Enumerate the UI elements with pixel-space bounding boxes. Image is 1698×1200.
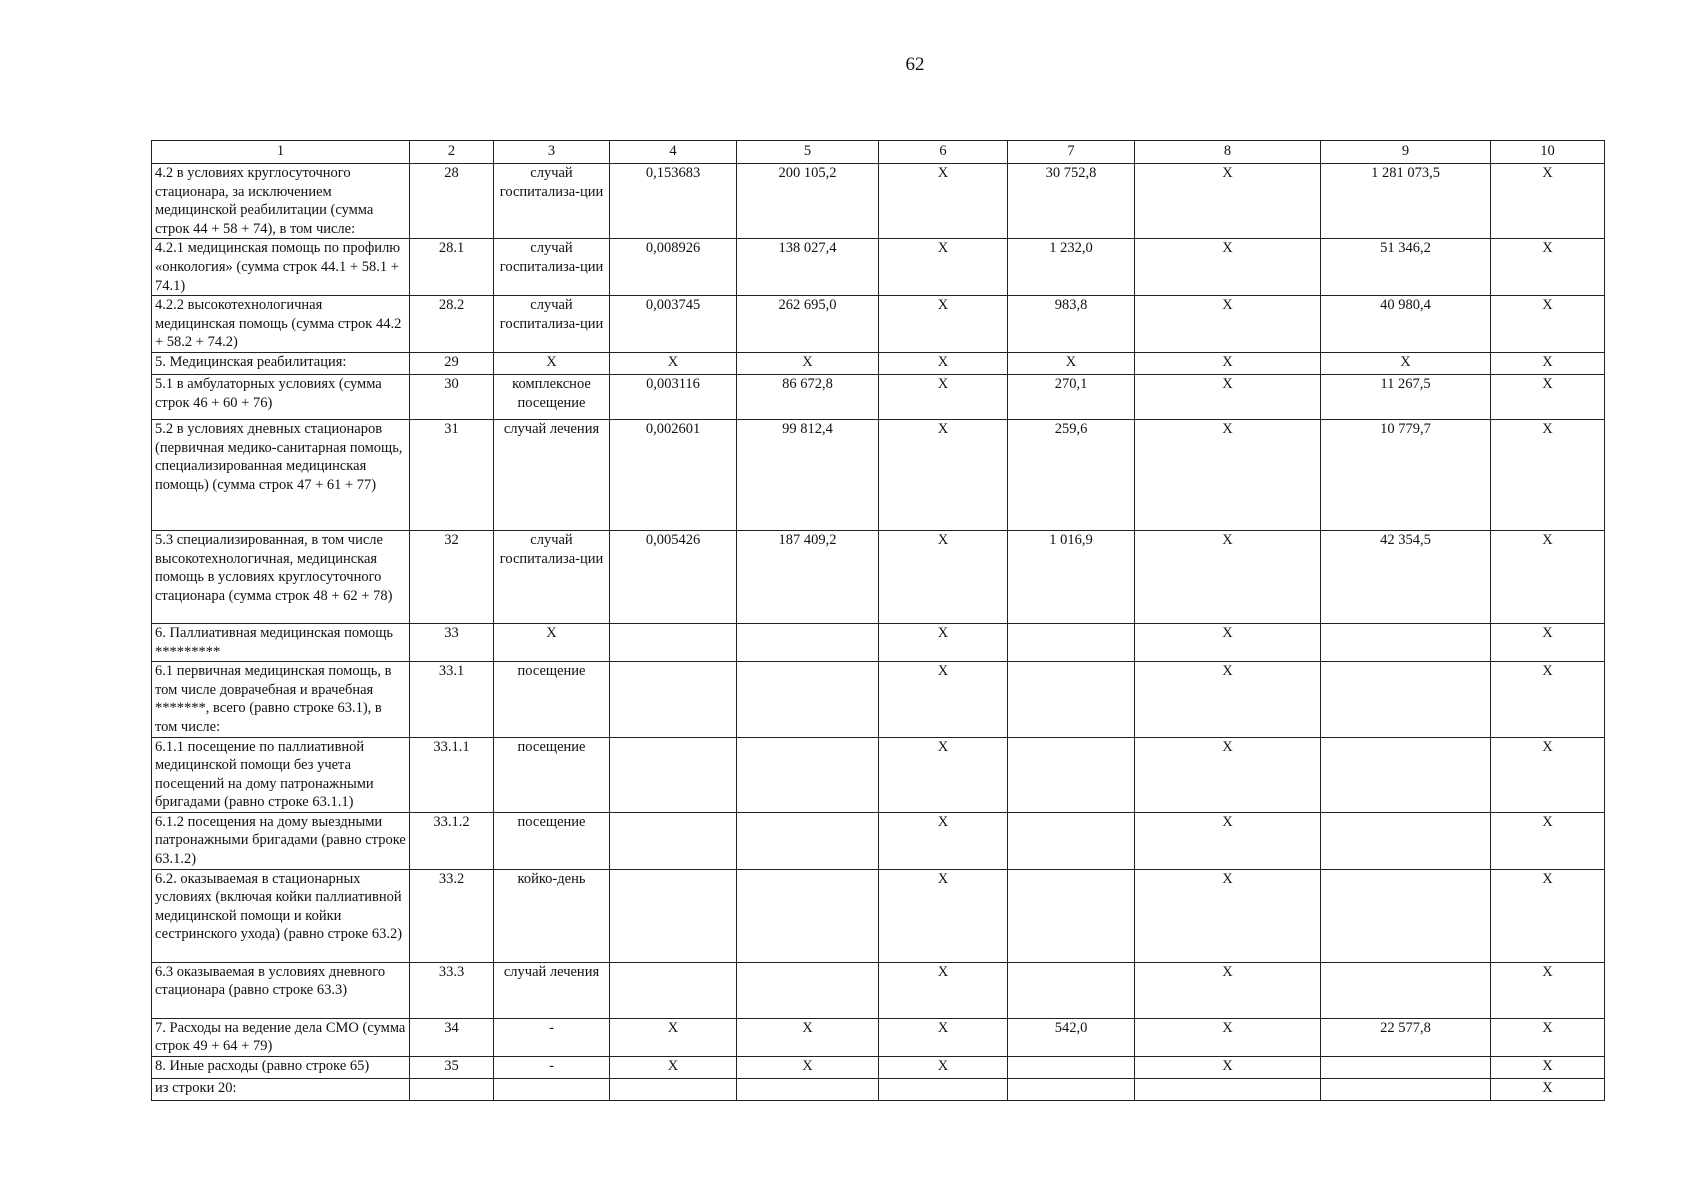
cell-col10: X bbox=[1491, 239, 1605, 296]
cell-col6: X bbox=[879, 374, 1008, 419]
cell-col10: X bbox=[1491, 1018, 1605, 1056]
cell-col10: X bbox=[1491, 869, 1605, 962]
row-code: 28 bbox=[410, 164, 494, 239]
cell-col6: X bbox=[879, 530, 1008, 623]
cell-col10: X bbox=[1491, 962, 1605, 1018]
row-code: 29 bbox=[410, 352, 494, 374]
row-code: 33.1 bbox=[410, 662, 494, 737]
cell-col6: X bbox=[879, 623, 1008, 661]
table-row bbox=[152, 419, 1605, 530]
row-unit: случай госпитализа-ции bbox=[494, 530, 610, 623]
cell-col6: X bbox=[879, 812, 1008, 869]
cell-col8: X bbox=[1135, 352, 1321, 374]
row-unit: X bbox=[494, 352, 610, 374]
row-label: 4.2.2 высокотехнологичная медицинская помощь (сумма строк 44.2 + 58.2 + 74.2) bbox=[152, 296, 410, 353]
table-row bbox=[152, 352, 1605, 374]
row-label: 5.2 в условиях дневных стационаров (первичная медико-санитарная помощь, специализированная медицинская помощь) (сумма строк 47 + 61 + 77) bbox=[152, 419, 410, 530]
cell-col10: X bbox=[1491, 737, 1605, 812]
cell-col8: X bbox=[1135, 374, 1321, 419]
cell-col4: 0,005426 bbox=[610, 530, 737, 623]
cell-col4: 0,153683 bbox=[610, 164, 737, 239]
row-code: 33.1.1 bbox=[410, 737, 494, 812]
cell-col7: 1 232,0 bbox=[1008, 239, 1135, 296]
cell-col7: 542,0 bbox=[1008, 1018, 1135, 1056]
cell-col7 bbox=[1008, 1078, 1135, 1100]
table-row bbox=[152, 662, 1605, 737]
row-label: 8. Иные расходы (равно строке 65) bbox=[152, 1056, 410, 1078]
cell-col8: X bbox=[1135, 239, 1321, 296]
row-label: 6. Паллиативная медицинская помощь ********* bbox=[152, 623, 410, 661]
row-label: 6.2. оказываемая в стационарных условиях (включая койки паллиативной медицинской помощи и койки сестринского ухода) (равно строке 63.2) bbox=[152, 869, 410, 962]
table-row bbox=[152, 623, 1605, 661]
row-label: 5.3 специализированная, в том числе высокотехнологичная, медицинская помощь в условиях круглосуточного стационара (сумма строк 48 + 62 + 78) bbox=[152, 530, 410, 623]
row-code: 28.2 bbox=[410, 296, 494, 353]
column-header: 5 bbox=[737, 141, 879, 164]
row-unit bbox=[494, 1078, 610, 1100]
row-label: 4.2.1 медицинская помощь по профилю «онкология» (сумма строк 44.1 + 58.1 + 74.1) bbox=[152, 239, 410, 296]
cell-col8: X bbox=[1135, 812, 1321, 869]
row-unit: случай госпитализа-ции bbox=[494, 239, 610, 296]
table-row bbox=[152, 1056, 1605, 1078]
cell-col5: X bbox=[737, 352, 879, 374]
row-label: 5. Медицинская реабилитация: bbox=[152, 352, 410, 374]
cell-col5: 99 812,4 bbox=[737, 419, 879, 530]
row-label: 6.1.2 посещения на дому выездными патронажными бригадами (равно строке 63.1.2) bbox=[152, 812, 410, 869]
cell-col7 bbox=[1008, 812, 1135, 869]
cell-col5: 86 672,8 bbox=[737, 374, 879, 419]
cell-col8: X bbox=[1135, 164, 1321, 239]
row-code: 35 bbox=[410, 1056, 494, 1078]
cell-col6: X bbox=[879, 869, 1008, 962]
cell-col10: X bbox=[1491, 1078, 1605, 1100]
cell-col9 bbox=[1321, 1056, 1491, 1078]
cell-col10: X bbox=[1491, 1056, 1605, 1078]
cell-col8 bbox=[1135, 1078, 1321, 1100]
cell-col7 bbox=[1008, 869, 1135, 962]
cell-col4 bbox=[610, 1078, 737, 1100]
cell-col5: 187 409,2 bbox=[737, 530, 879, 623]
row-label: 7. Расходы на ведение дела СМО (сумма строк 49 + 64 + 79) bbox=[152, 1018, 410, 1056]
column-header: 3 bbox=[494, 141, 610, 164]
page-number: 62 bbox=[905, 54, 925, 75]
row-code: 33.3 bbox=[410, 962, 494, 1018]
row-label: 5.1 в амбулаторных условиях (сумма строк 46 + 60 + 76) bbox=[152, 374, 410, 419]
cell-col6: X bbox=[879, 1018, 1008, 1056]
cell-col9 bbox=[1321, 869, 1491, 962]
cell-col7 bbox=[1008, 962, 1135, 1018]
row-unit: случай госпитализа-ции bbox=[494, 296, 610, 353]
cell-col8: X bbox=[1135, 1056, 1321, 1078]
row-code: 33.2 bbox=[410, 869, 494, 962]
cell-col7 bbox=[1008, 1056, 1135, 1078]
cell-col4: X bbox=[610, 1056, 737, 1078]
cell-col7: 259,6 bbox=[1008, 419, 1135, 530]
cell-col10: X bbox=[1491, 623, 1605, 661]
cell-col10: X bbox=[1491, 812, 1605, 869]
table-row bbox=[152, 1078, 1605, 1100]
cell-col6: X bbox=[879, 1056, 1008, 1078]
cell-col5 bbox=[737, 962, 879, 1018]
cell-col8: X bbox=[1135, 530, 1321, 623]
cell-col8: X bbox=[1135, 737, 1321, 812]
column-header: 7 bbox=[1008, 141, 1135, 164]
cell-col5: X bbox=[737, 1018, 879, 1056]
column-header: 1 bbox=[152, 141, 410, 164]
cell-col5 bbox=[737, 1078, 879, 1100]
cell-col4 bbox=[610, 737, 737, 812]
cell-col6: X bbox=[879, 962, 1008, 1018]
row-unit: - bbox=[494, 1056, 610, 1078]
cell-col5: 200 105,2 bbox=[737, 164, 879, 239]
cell-col9 bbox=[1321, 1078, 1491, 1100]
cell-col9 bbox=[1321, 812, 1491, 869]
row-unit: комплексное посещение bbox=[494, 374, 610, 419]
cell-col8: X bbox=[1135, 869, 1321, 962]
table-row bbox=[152, 1018, 1605, 1056]
row-label: из строки 20: bbox=[152, 1078, 410, 1100]
cell-col9: 40 980,4 bbox=[1321, 296, 1491, 353]
row-label: 4.2 в условиях круглосуточного стационара, за исключением медицинской реабилитации (сумма строк 44 + 58 + 74), в том числе: bbox=[152, 164, 410, 239]
table-row bbox=[152, 812, 1605, 869]
row-unit: посещение bbox=[494, 812, 610, 869]
cell-col9 bbox=[1321, 962, 1491, 1018]
cell-col7 bbox=[1008, 662, 1135, 737]
table-row bbox=[152, 869, 1605, 962]
cell-col7 bbox=[1008, 623, 1135, 661]
row-code bbox=[410, 1078, 494, 1100]
cell-col10: X bbox=[1491, 296, 1605, 353]
row-label: 6.1.1 посещение по паллиативной медицинской помощи без учета посещений на дому патронажными бригадами (равно строке 63.1.1) bbox=[152, 737, 410, 812]
row-unit: койко-день bbox=[494, 869, 610, 962]
cell-col9 bbox=[1321, 662, 1491, 737]
cell-col4 bbox=[610, 869, 737, 962]
cell-col9 bbox=[1321, 623, 1491, 661]
table-row bbox=[152, 239, 1605, 296]
cell-col5 bbox=[737, 869, 879, 962]
cell-col10: X bbox=[1491, 662, 1605, 737]
cell-col5 bbox=[737, 737, 879, 812]
cell-col7: 983,8 bbox=[1008, 296, 1135, 353]
row-unit: посещение bbox=[494, 662, 610, 737]
cell-col4 bbox=[610, 812, 737, 869]
cell-col6: X bbox=[879, 164, 1008, 239]
cell-col7: 1 016,9 bbox=[1008, 530, 1135, 623]
table-row bbox=[152, 296, 1605, 353]
cell-col10: X bbox=[1491, 530, 1605, 623]
cell-col9: 1 281 073,5 bbox=[1321, 164, 1491, 239]
row-code: 34 bbox=[410, 1018, 494, 1056]
cell-col4 bbox=[610, 662, 737, 737]
cell-col8: X bbox=[1135, 1018, 1321, 1056]
cell-col5 bbox=[737, 662, 879, 737]
row-unit: - bbox=[494, 1018, 610, 1056]
row-label: 6.1 первичная медицинская помощь, в том числе доврачебная и врачебная *******, всего (равно строке 63.1), в том числе: bbox=[152, 662, 410, 737]
cell-col8: X bbox=[1135, 623, 1321, 661]
cell-col7: 30 752,8 bbox=[1008, 164, 1135, 239]
cell-col8: X bbox=[1135, 419, 1321, 530]
table-row bbox=[152, 530, 1605, 623]
header-row bbox=[152, 141, 1605, 164]
table-row bbox=[152, 164, 1605, 239]
cell-col5: 138 027,4 bbox=[737, 239, 879, 296]
cell-col7: 270,1 bbox=[1008, 374, 1135, 419]
row-unit: случай госпитализа-ции bbox=[494, 164, 610, 239]
cell-col5: 262 695,0 bbox=[737, 296, 879, 353]
cell-col10: X bbox=[1491, 352, 1605, 374]
cell-col10: X bbox=[1491, 374, 1605, 419]
cell-col8: X bbox=[1135, 962, 1321, 1018]
row-code: 30 bbox=[410, 374, 494, 419]
cell-col6: X bbox=[879, 737, 1008, 812]
cell-col9: 11 267,5 bbox=[1321, 374, 1491, 419]
cell-col4: X bbox=[610, 352, 737, 374]
row-unit: посещение bbox=[494, 737, 610, 812]
cell-col5 bbox=[737, 812, 879, 869]
row-unit: X bbox=[494, 623, 610, 661]
cell-col8: X bbox=[1135, 296, 1321, 353]
cell-col9: 22 577,8 bbox=[1321, 1018, 1491, 1056]
row-unit: случай лечения bbox=[494, 419, 610, 530]
table-row bbox=[152, 962, 1605, 1018]
cell-col5 bbox=[737, 623, 879, 661]
column-header: 2 bbox=[410, 141, 494, 164]
table-row bbox=[152, 737, 1605, 812]
row-code: 31 bbox=[410, 419, 494, 530]
column-header: 4 bbox=[610, 141, 737, 164]
cell-col4: 0,003116 bbox=[610, 374, 737, 419]
cell-col5: X bbox=[737, 1056, 879, 1078]
row-unit: случай лечения bbox=[494, 962, 610, 1018]
column-header: 6 bbox=[879, 141, 1008, 164]
cell-col6: X bbox=[879, 352, 1008, 374]
row-label: 6.3 оказываемая в условиях дневного стационара (равно строке 63.3) bbox=[152, 962, 410, 1018]
cell-col10: X bbox=[1491, 419, 1605, 530]
cell-col6 bbox=[879, 1078, 1008, 1100]
row-code: 32 bbox=[410, 530, 494, 623]
row-code: 33.1.2 bbox=[410, 812, 494, 869]
table-row bbox=[152, 374, 1605, 419]
cell-col9: 42 354,5 bbox=[1321, 530, 1491, 623]
cell-col9: 10 779,7 bbox=[1321, 419, 1491, 530]
cell-col9: 51 346,2 bbox=[1321, 239, 1491, 296]
column-header: 9 bbox=[1321, 141, 1491, 164]
cell-col8: X bbox=[1135, 662, 1321, 737]
cell-col9: X bbox=[1321, 352, 1491, 374]
cell-col7: X bbox=[1008, 352, 1135, 374]
cell-col6: X bbox=[879, 419, 1008, 530]
cell-col6: X bbox=[879, 662, 1008, 737]
column-header: 10 bbox=[1491, 141, 1605, 164]
cell-col4: 0,002601 bbox=[610, 419, 737, 530]
cell-col9 bbox=[1321, 737, 1491, 812]
cell-col4: 0,003745 bbox=[610, 296, 737, 353]
cell-col6: X bbox=[879, 296, 1008, 353]
financing-table bbox=[151, 140, 1605, 1101]
cell-col4 bbox=[610, 623, 737, 661]
cell-col4: 0,008926 bbox=[610, 239, 737, 296]
cell-col4: X bbox=[610, 1018, 737, 1056]
row-code: 28.1 bbox=[410, 239, 494, 296]
column-header: 8 bbox=[1135, 141, 1321, 164]
cell-col7 bbox=[1008, 737, 1135, 812]
cell-col10: X bbox=[1491, 164, 1605, 239]
cell-col4 bbox=[610, 962, 737, 1018]
cell-col6: X bbox=[879, 239, 1008, 296]
row-code: 33 bbox=[410, 623, 494, 661]
